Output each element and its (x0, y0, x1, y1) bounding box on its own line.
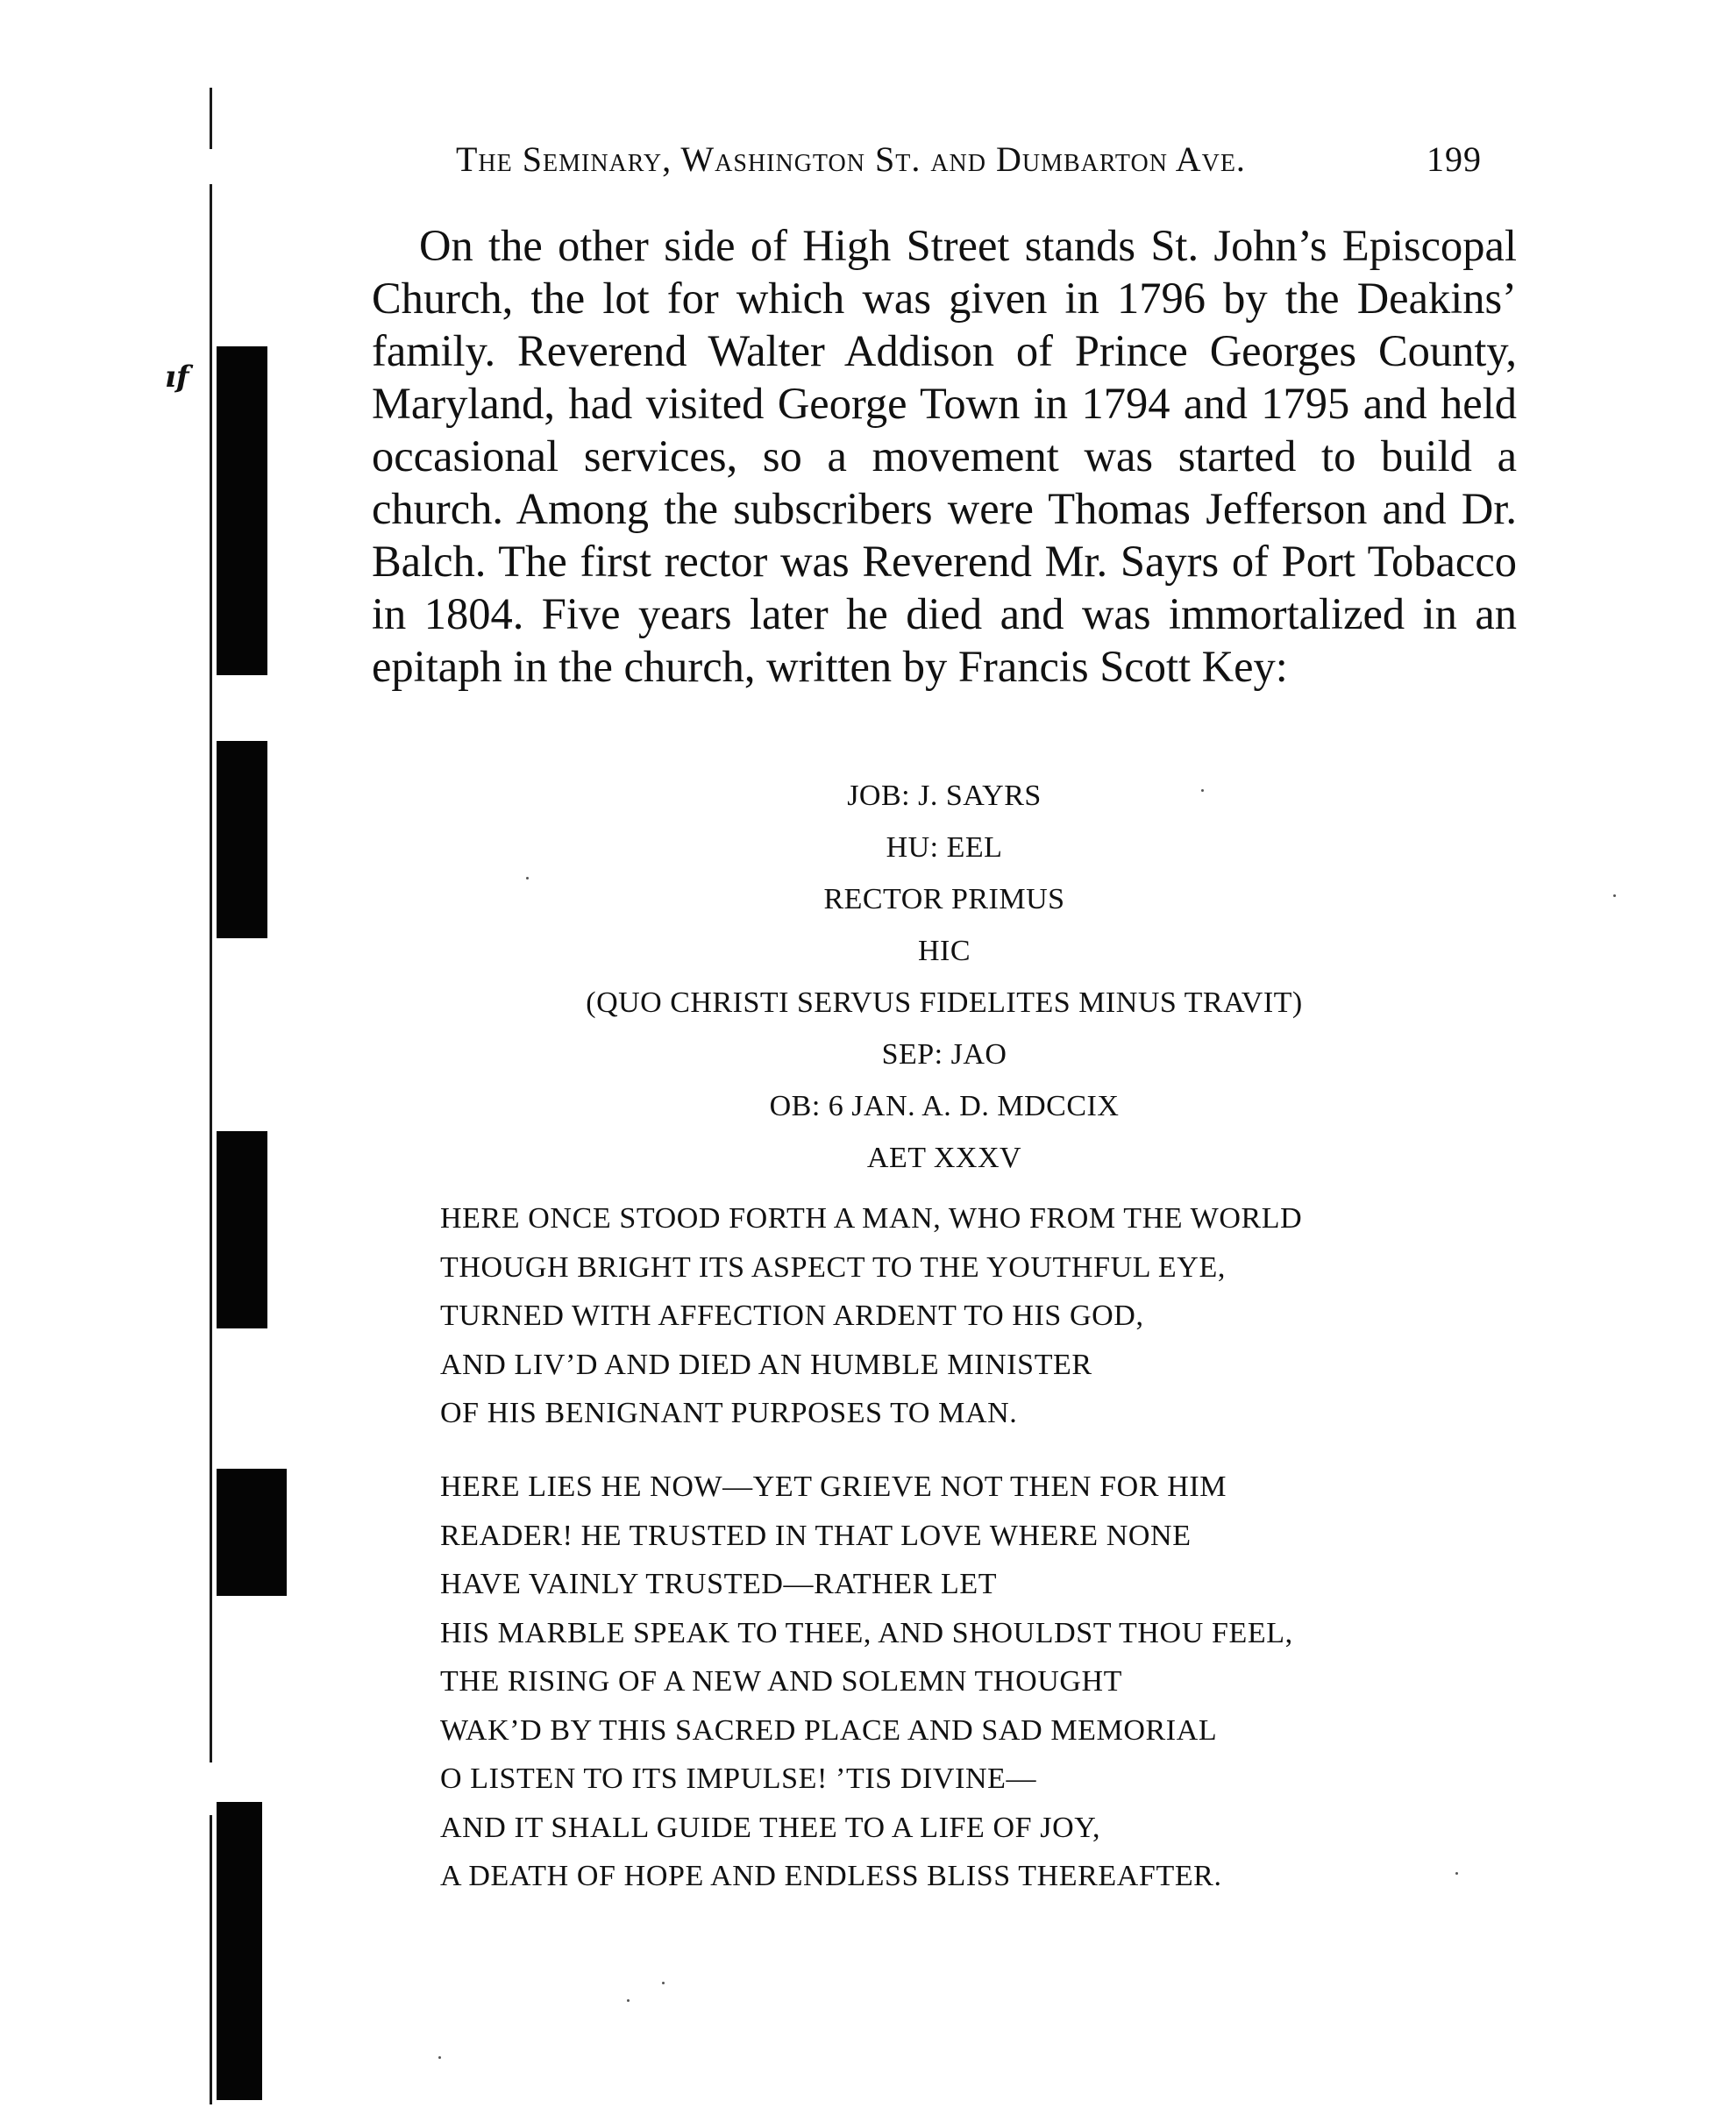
epitaph-inscription (372, 770, 1517, 1184)
page-number: 199 (1427, 139, 1482, 179)
inscription-line: HIC (917, 935, 971, 967)
epitaph-verse-stanza-2 (440, 1463, 1293, 1901)
dust-speck (662, 1982, 665, 1984)
epitaph-verse-stanza-1 (440, 1194, 1302, 1438)
verse-line: O LISTEN TO ITS IMPULSE! ’TIS DIVINE— (440, 1762, 1037, 1795)
verse-line: AND LIV’D AND DIED AN HUMBLE MINISTER (440, 1348, 1092, 1381)
page-header (456, 139, 1482, 191)
binding-shadow (217, 346, 267, 675)
inscription-line: RECTOR PRIMUS (823, 883, 1065, 915)
inscription-line: HU: EEL (886, 831, 1003, 864)
verse-line: AND IT SHALL GUIDE THEE TO A LIFE OF JOY, (440, 1811, 1101, 1844)
inscription-line: (QUO CHRISTI SERVUS FIDELITES MINUS TRAVIT) (586, 986, 1303, 1019)
verse-line: OF HIS BENIGNANT PURPOSES TO MAN. (440, 1397, 1018, 1429)
verse-line: WAK’D BY THIS SACRED PLACE AND SAD MEMORIAL (440, 1713, 1218, 1747)
dust-speck (1455, 1872, 1458, 1875)
inscription-line: JOB: J. SAYRS (847, 780, 1042, 812)
verse-line: HIS MARBLE SPEAK TO THEE, AND SHOULDST THOU FEEL, (440, 1616, 1293, 1649)
inscription-line: OB: 6 JAN. A. D. MDCCIX (769, 1090, 1120, 1122)
dust-speck (1613, 894, 1616, 897)
verse-line: THE RISING OF A NEW AND SOLEMN THOUGHT (440, 1665, 1123, 1698)
verse-line: READER! HE TRUSTED IN THAT LOVE WHERE NONE (440, 1519, 1192, 1552)
running-head: The Seminary, Washington St. and Dumbarton Ave. (456, 139, 1246, 179)
scan-margin-gap (207, 1762, 215, 1815)
inscription-line: SEP: JAO (881, 1038, 1007, 1071)
verse-line: A DEATH OF HOPE AND ENDLESS BLISS THEREAFTER. (440, 1860, 1222, 1892)
verse-line: HAVE VAINLY TRUSTED—RATHER LET (440, 1568, 998, 1600)
binding-shadow (217, 1469, 287, 1596)
inscription-line: AET XXXV (866, 1142, 1022, 1174)
binding-shadow (217, 741, 267, 938)
dust-speck (627, 1999, 630, 2002)
verse-line: HERE LIES HE NOW—YET GRIEVE NOT THEN FOR HIM (440, 1470, 1227, 1503)
body-paragraph: On the other side of High Street stands St. John’s Episcopal Church, the lot for which was given in 1796 by the Deakins’ family. Reverend Walter Addison of Prince Georges County, Maryland, had visited George Town in 1794 and 1795 and held occasional services, so a movement was started to build a church. Among the subscribers were Thomas Jefferson and Dr. Balch. The first rector was Reverend Mr. Sayrs of Port Tobacco in 1804. Five years later he died and was immortalized in an epitaph in the church, written by Francis Scott Key: (372, 221, 1517, 691)
binding-shadow (217, 1802, 262, 2100)
binding-shadow (217, 1131, 267, 1328)
scan-margin-gap (207, 149, 215, 184)
verse-line: TURNED WITH AFFECTION ARDENT TO HIS GOD, (440, 1300, 1144, 1332)
verse-line: HERE ONCE STOOD FORTH A MAN, WHO FROM THE WORLD (440, 1202, 1303, 1235)
margin-ink-mark: ıf (165, 360, 189, 395)
dust-speck (438, 2056, 441, 2059)
verse-line: THOUGH BRIGHT ITS ASPECT TO THE YOUTHFUL EYE, (440, 1250, 1226, 1284)
